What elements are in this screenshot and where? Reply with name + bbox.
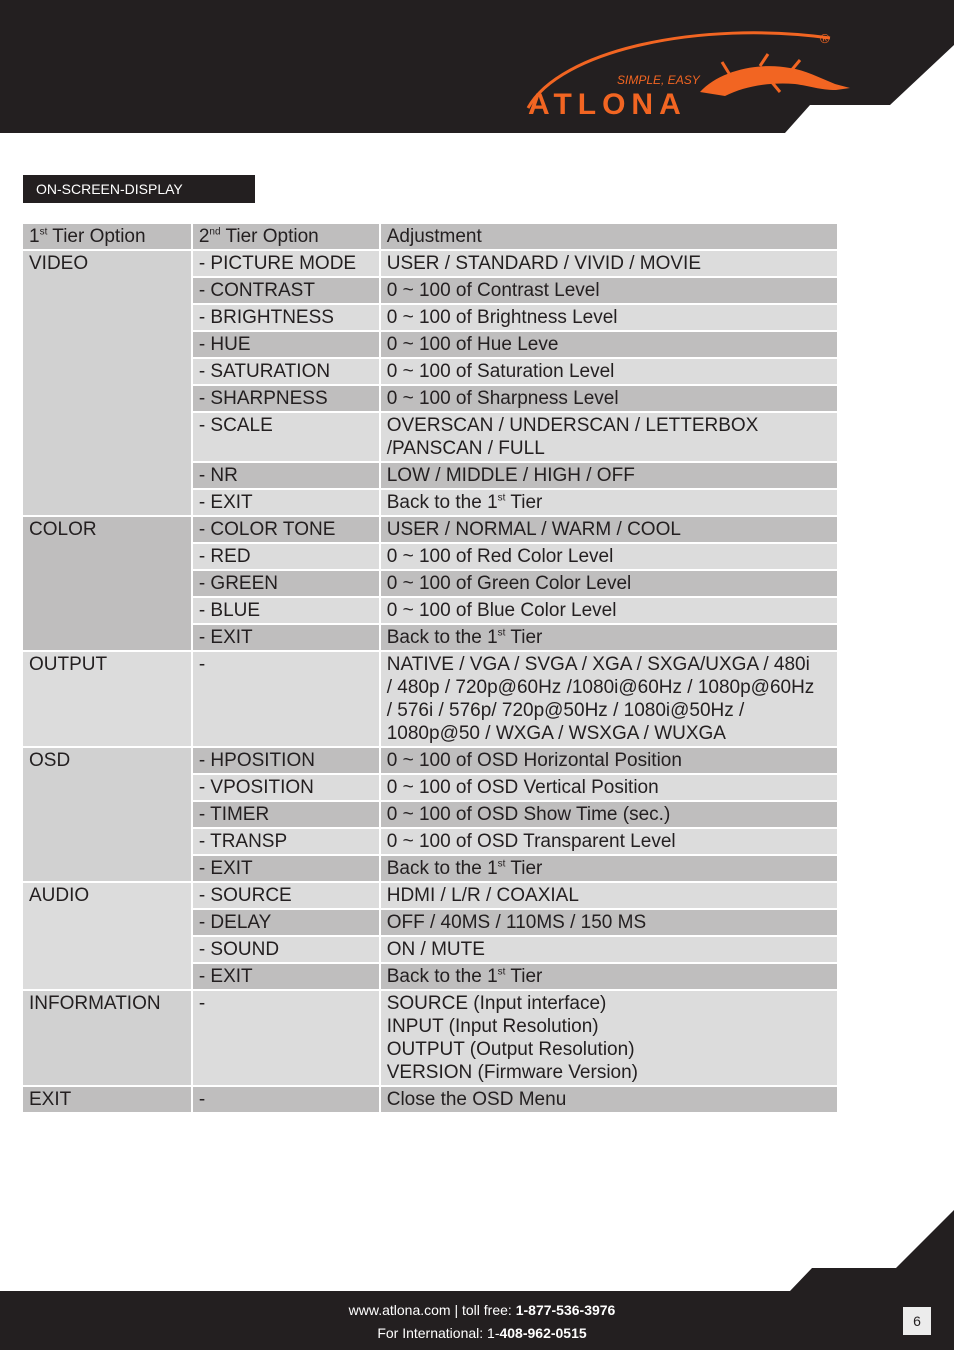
table-row	[23, 652, 837, 746]
option-cell: - SOURCE	[193, 883, 379, 908]
table-row	[23, 517, 837, 542]
adjustment-cell: 0 ~ 100 of OSD Show Time (sec.)	[381, 802, 837, 827]
option-cell: - RED	[193, 544, 379, 569]
logo-wordmark: ATLONA	[528, 88, 687, 121]
category-audio: AUDIO	[23, 883, 191, 989]
header-adjustment: Adjustment	[381, 224, 837, 249]
header-2nd-tier: 2nd Tier Option	[193, 224, 379, 249]
option-cell: - TIMER	[193, 802, 379, 827]
option-cell: - CONTRAST	[193, 278, 379, 303]
adjustment-cell: OFF / 40MS / 110MS / 150 MS	[381, 910, 837, 935]
adjustment-cell: 0 ~ 100 of Brightness Level	[381, 305, 837, 330]
adjustment-cell: Back to the 1st Tier	[381, 625, 837, 650]
option-cell: - TRANSP	[193, 829, 379, 854]
category-osd: OSD	[23, 748, 191, 881]
logo-tagline: SIMPLE, EASY	[617, 73, 700, 87]
adjustment-cell: 0 ~ 100 of OSD Vertical Position	[381, 775, 837, 800]
option-cell: -	[193, 991, 379, 1085]
adjustment-cell: USER / STANDARD / VIVID / MOVIE	[381, 251, 837, 276]
adjustment-cell: ON / MUTE	[381, 937, 837, 962]
footer-line-2: For International: 1-408-962-0515	[377, 1325, 587, 1341]
adjustment-cell: HDMI / L/R / COAXIAL	[381, 883, 837, 908]
adjustment-cell: SOURCE (Input interface) INPUT (Input Resolution) OUTPUT (Output Resolution) VERSION (Firmware Version)	[381, 991, 837, 1085]
adjustment-cell: LOW / MIDDLE / HIGH / OFF	[381, 463, 837, 488]
footer-contact	[0, 1299, 954, 1345]
adjustment-cell: 0 ~ 100 of Red Color Level	[381, 544, 837, 569]
adjustment-cell: 0 ~ 100 of Contrast Level	[381, 278, 837, 303]
adjustment-cell: 0 ~ 100 of Sharpness Level	[381, 386, 837, 411]
table-header-row	[23, 224, 837, 249]
atlona-logo	[520, 25, 860, 125]
adjustment-cell: USER / NORMAL / WARM / COOL	[381, 517, 837, 542]
header-1st-tier: 1st Tier Option	[23, 224, 191, 249]
category-color: COLOR	[23, 517, 191, 650]
table-row	[23, 1087, 837, 1112]
adjustment-cell: 0 ~ 100 of Saturation Level	[381, 359, 837, 384]
option-cell: - PICTURE MODE	[193, 251, 379, 276]
option-cell: - EXIT	[193, 625, 379, 650]
adjustment-cell: 0 ~ 100 of OSD Horizontal Position	[381, 748, 837, 773]
option-cell: - EXIT	[193, 490, 379, 515]
category-information: INFORMATION	[23, 991, 191, 1085]
adjustment-cell: NATIVE / VGA / SVGA / XGA / SXGA/UXGA / 480i / 480p / 720p@60Hz /1080i@60Hz / 1080p@60Hz / 576i / 576p/ 720p@50Hz / 1080i@50Hz / 1080p@50 / WXGA / WSXGA / WUXGA	[381, 652, 837, 746]
option-cell: - HPOSITION	[193, 748, 379, 773]
option-cell: - EXIT	[193, 856, 379, 881]
adjustment-cell: 0 ~ 100 of Hue Leve	[381, 332, 837, 357]
page-number: 6	[903, 1307, 931, 1335]
option-cell: -	[193, 1087, 379, 1112]
category-exit: EXIT	[23, 1087, 191, 1112]
toll-free-number: 1-877-536-3976	[515, 1302, 616, 1318]
category-video: VIDEO	[23, 251, 191, 515]
option-cell: - SATURATION	[193, 359, 379, 384]
footer-line-1: www.atlona.com | toll free: 1-877-536-3976	[348, 1302, 616, 1318]
adjustment-cell: 0 ~ 100 of Blue Color Level	[381, 598, 837, 623]
option-cell: - BRIGHTNESS	[193, 305, 379, 330]
option-cell: - SHARPNESS	[193, 386, 379, 411]
table-row	[23, 883, 837, 908]
category-output: OUTPUT	[23, 652, 191, 746]
table-row	[23, 991, 837, 1085]
option-cell: -	[193, 652, 379, 746]
table-row	[23, 251, 837, 276]
registered-mark: ®	[820, 31, 830, 46]
option-cell: - SCALE	[193, 413, 379, 461]
adjustment-cell: Close the OSD Menu	[381, 1087, 837, 1112]
adjustment-cell: 0 ~ 100 of OSD Transparent Level	[381, 829, 837, 854]
option-cell: - BLUE	[193, 598, 379, 623]
international-number: 408-962-0515	[499, 1325, 587, 1341]
adjustment-cell: 0 ~ 100 of Green Color Level	[381, 571, 837, 596]
option-cell: - EXIT	[193, 964, 379, 989]
option-cell: - SOUND	[193, 937, 379, 962]
website-link[interactable]: www.atlona.com	[348, 1302, 451, 1318]
adjustment-cell: Back to the 1st Tier	[381, 964, 837, 989]
table-row	[23, 748, 837, 773]
osd-menu-table	[21, 222, 839, 1114]
section-title: ON-SCREEN-DISPLAY	[23, 175, 255, 203]
adjustment-cell: OVERSCAN / UNDERSCAN / LETTERBOX /PANSCAN / FULL	[381, 413, 837, 461]
option-cell: - NR	[193, 463, 379, 488]
adjustment-cell: Back to the 1st Tier	[381, 490, 837, 515]
option-cell: - VPOSITION	[193, 775, 379, 800]
adjustment-cell: Back to the 1st Tier	[381, 856, 837, 881]
option-cell: - GREEN	[193, 571, 379, 596]
option-cell: - DELAY	[193, 910, 379, 935]
option-cell: - COLOR TONE	[193, 517, 379, 542]
option-cell: - HUE	[193, 332, 379, 357]
